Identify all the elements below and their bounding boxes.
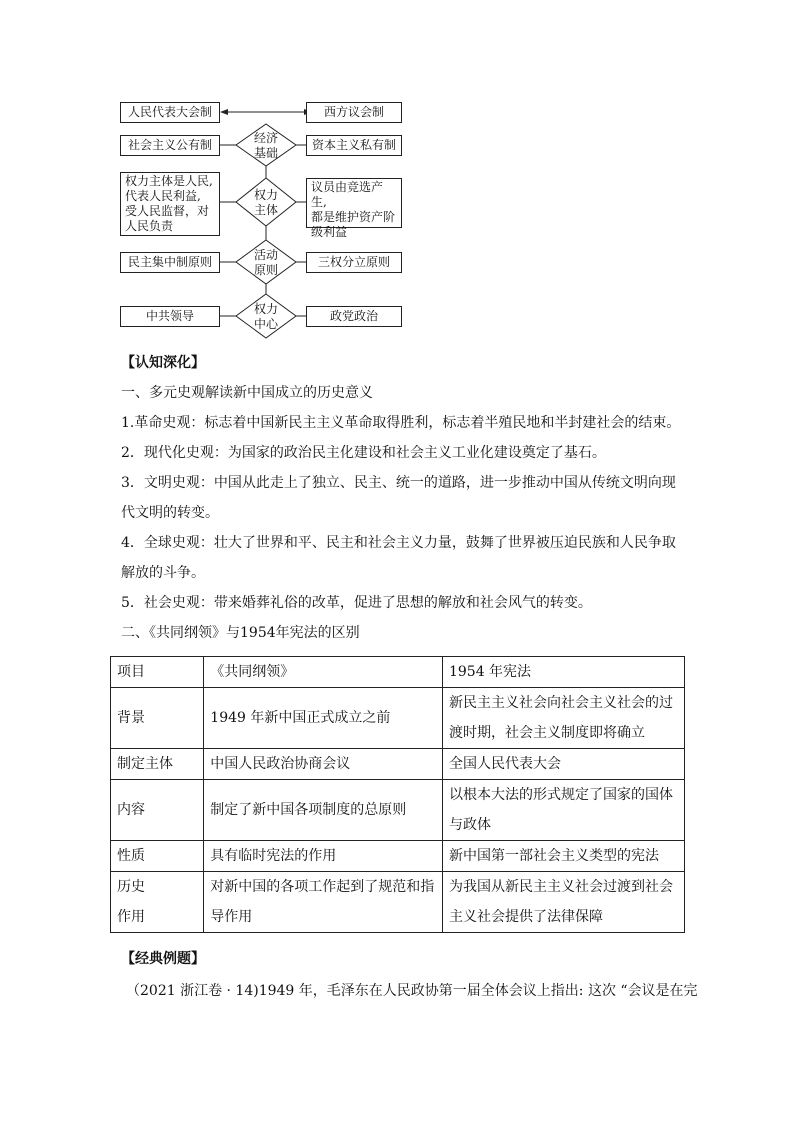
- table-cell-line: 性质: [117, 848, 145, 864]
- table-cell-line: 项目: [117, 664, 145, 680]
- diamond-text-line: 权力: [253, 188, 278, 202]
- example-line: （2021 浙江卷 · 14)1949 年，毛泽东在人民政协第一届全体会议上指出: 这次 “会议是在完: [126, 983, 698, 999]
- table-cell-line: 为我国从新民主主义社会过渡到社会: [448, 879, 673, 895]
- table-cell-line: 具有临时宪法的作用: [210, 848, 337, 864]
- box-text-line: 议员由竞选产生,: [311, 180, 384, 209]
- diamond-text-line: 基础: [253, 146, 278, 160]
- table-cell-line: 对新中国的各项工作起到了规范和指: [210, 879, 435, 895]
- table-cell: [442, 749, 684, 780]
- table-cell: [111, 780, 204, 841]
- box-text-line: 人民负责: [125, 219, 174, 233]
- table-cell-line: 历史: [117, 879, 145, 895]
- box-western-parliament: 西方议会制: [306, 102, 402, 123]
- diamond-power-subject-label: [246, 188, 286, 218]
- table-row-maker: [111, 749, 685, 780]
- comparison-table: [110, 656, 685, 933]
- table-cell: [111, 688, 204, 749]
- table-cell-line: 导作用: [210, 909, 253, 925]
- heading-significance: 一、多元史观解读新中国成立的历史意义: [121, 385, 373, 401]
- item-social: 5．社会史观：带来婚葬礼俗的改革，促进了思想的解放和社会风气的转变。: [121, 595, 592, 611]
- heading-comparison: 二、《共同纲领》与1954年宪法的区别: [121, 625, 360, 641]
- box-left-economy: 社会主义公有制: [120, 135, 220, 156]
- table-cell-line: 制定主体: [117, 756, 173, 772]
- diamond-text-line: 权力: [253, 302, 278, 316]
- table-cell-line: 作用: [117, 909, 145, 925]
- table-cell: [204, 841, 443, 872]
- box-right-economy: 资本主义私有制: [306, 135, 402, 156]
- table-row-nature: [111, 841, 685, 872]
- table-cell-line: 渡时期，社会主义制度即将确立: [448, 725, 645, 741]
- section-deepen-body: [121, 378, 681, 648]
- table-cell: [111, 657, 204, 688]
- box-left-power-subject: [120, 172, 220, 236]
- table-cell-line: 中国人民政治协商会议: [210, 756, 351, 772]
- diamond-text-line: 活动: [253, 248, 278, 262]
- box-people-congress: 人民代表大会制: [120, 102, 220, 123]
- diamond-activity-label: [246, 248, 286, 278]
- table-cell-line: 背景: [117, 710, 145, 726]
- box-text-line: 权力主体是人民,: [125, 174, 213, 188]
- example-text: [126, 976, 698, 1006]
- table-cell-line: 新中国第一部社会主义类型的宪法: [448, 848, 659, 864]
- item-civilization-cont: 代文明的转变。: [121, 505, 219, 521]
- section-title-example: 【经典例题】: [121, 951, 205, 967]
- box-text-line: 受人民监督，对: [125, 204, 210, 218]
- table-cell-line: 新民主主义社会向社会主义社会的过: [448, 695, 673, 711]
- table-cell-line: 与政体: [448, 817, 491, 833]
- item-modernization: 2．现代化史观：为国家的政治民主化建设和社会主义工业化建设奠定了基石。: [121, 445, 606, 461]
- table-cell: [204, 657, 443, 688]
- table-row-content: [111, 780, 685, 841]
- diamond-text-line: 经济: [253, 131, 278, 145]
- item-global-cont: 解放的斗争。: [121, 565, 205, 581]
- table-cell-line: 以根本大法的形式规定了国家的国体: [448, 787, 673, 803]
- diamond-power-center-label: [246, 302, 286, 332]
- table-cell: [204, 872, 443, 933]
- table-row-role: [111, 872, 685, 933]
- table-cell: [442, 841, 684, 872]
- diamond-text-line: 原则: [253, 263, 278, 277]
- item-revolution: 1.革命史观：标志着中国新民主主义革命取得胜利，标志着半殖民地和半封建社会的结束。: [121, 415, 681, 431]
- section-title-deepen: 【认知深化】: [121, 355, 205, 371]
- comparison-diagram: [100, 92, 420, 342]
- box-right-power-center: 政党政治: [306, 306, 402, 327]
- box-text-line: 级利益: [311, 225, 348, 239]
- box-text-line: 代表人民利益,: [125, 189, 201, 203]
- table-cell: [442, 657, 684, 688]
- diamond-text-line: 主体: [253, 203, 278, 217]
- item-civilization: 3．文明史观：中国从此走上了独立、民主、统一的道路，进一步推动中国从传统文明向现: [121, 475, 676, 491]
- table-cell: [111, 841, 204, 872]
- table-cell-line: 制定了新中国各项制度的总原则: [210, 802, 407, 818]
- table-cell: [442, 688, 684, 749]
- diamond-economy-label: [246, 131, 286, 161]
- table-cell-line: 1954 年宪法: [448, 664, 532, 680]
- box-left-power-center: 中共领导: [120, 306, 220, 327]
- box-right-power-subject: [306, 178, 402, 239]
- table-cell-line: 内容: [117, 802, 145, 818]
- diamond-text-line: 中心: [253, 317, 278, 331]
- item-global: 4．全球史观：壮大了世界和平、民主和社会主义力量，鼓舞了世界被压迫民族和人民争取: [121, 535, 676, 551]
- table-cell: [111, 872, 204, 933]
- table-row-header: [111, 657, 685, 688]
- table-cell-line: 主义社会提供了法律保障: [448, 909, 603, 925]
- box-left-activity: 民主集中制原则: [120, 252, 220, 273]
- box-right-activity: 三权分立原则: [306, 252, 402, 273]
- table-cell: [204, 688, 443, 749]
- table-row-background: [111, 688, 685, 749]
- table-cell: [204, 749, 443, 780]
- table-cell: [442, 872, 684, 933]
- box-text-line: 都是维护资产阶: [311, 210, 396, 224]
- table-cell: [111, 749, 204, 780]
- table-cell: [442, 780, 684, 841]
- table-cell: [204, 780, 443, 841]
- table-cell-line: 全国人民代表大会: [448, 756, 561, 772]
- table-cell-line: 《共同纲领》: [210, 664, 295, 680]
- table-cell-line: 1949 年新中国正式成立之前: [210, 710, 391, 726]
